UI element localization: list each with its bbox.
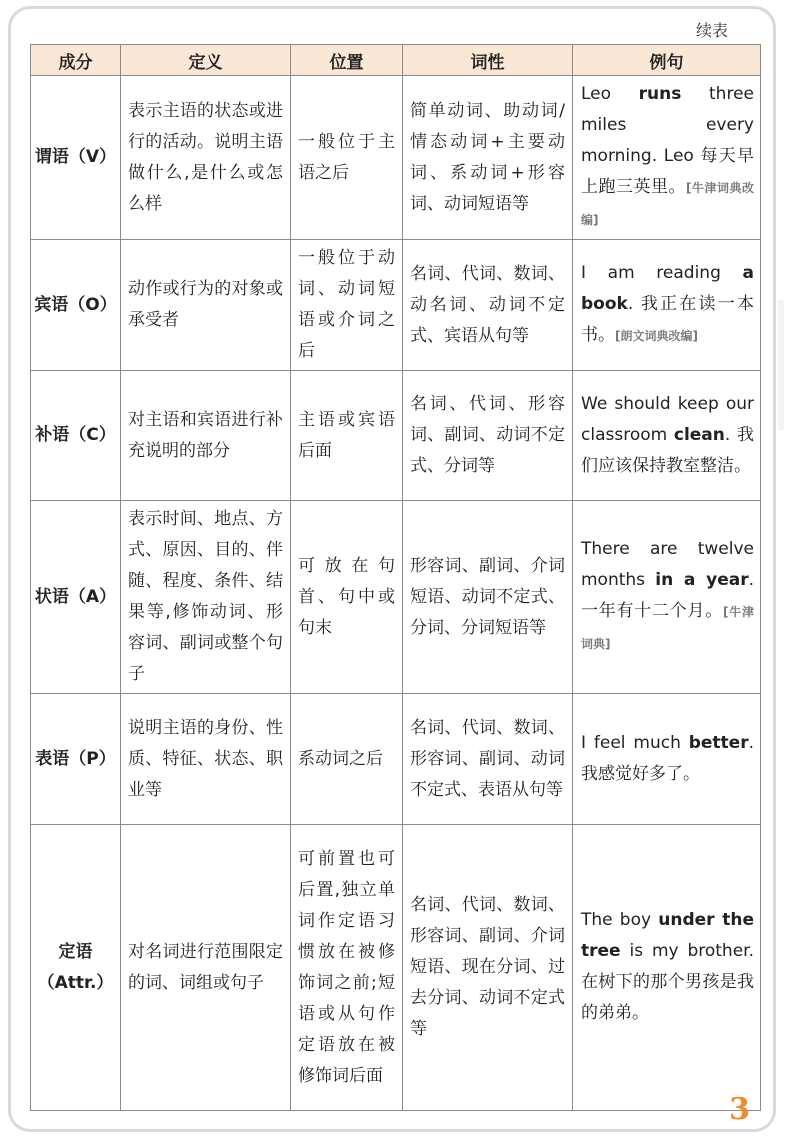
cell-definition: 表示时间、地点、方式、原因、目的、伴随、程度、条件、结果等,修饰动词、形容词、副词或整个句子 (121, 501, 291, 694)
cell-definition: 对主语和宾语进行补充说明的部分 (121, 371, 291, 501)
example-highlight: in a year (655, 570, 749, 590)
example-text: . 一年有十二个月。 (581, 570, 754, 621)
example-text: The boy (581, 910, 659, 930)
example-highlight: under the tree (581, 910, 754, 961)
example-highlight: runs (638, 84, 682, 104)
cell-part-of-speech: 形容词、副词、介词短语、动词不定式、分词、分词短语等 (403, 501, 573, 694)
cell-part-of-speech: 名词、代词、形容词、副词、动词不定式、分词等 (403, 371, 573, 501)
continued-label: 续表 (695, 21, 728, 40)
cell-part-of-speech: 名词、代词、数词、形容词、副词、介词短语、现在分词、过去分词、动词不定式等 (403, 825, 573, 1111)
example-text: . 我们应该保持教室整洁。 (581, 424, 754, 476)
example-source: [朗文词典改编] (615, 329, 698, 343)
cell-definition: 表示主语的状态或进行的活动。说明主语做什么,是什么或怎么样 (121, 76, 291, 240)
cell-component: 定语（Attr.） (31, 825, 121, 1111)
sentence-components-table (30, 44, 761, 1111)
cell-example (573, 501, 761, 694)
cell-example (573, 694, 761, 825)
example-text: is my brother. 在树下的那个男孩是我的弟弟。 (581, 941, 754, 1023)
cell-position: 可前置也可后置,独立单词作定语习惯放在被修饰词之前;短语或从句作定语放在被修饰词后面 (291, 825, 403, 1111)
example-text: I feel much (581, 732, 689, 753)
cell-definition: 动作或行为的对象或承受者 (121, 240, 291, 371)
example-highlight: better (688, 732, 749, 753)
cell-position: 一般位于主语之后 (291, 76, 403, 240)
cell-component: 谓语（V） (31, 76, 121, 240)
header-definition: 定义 (121, 45, 291, 76)
cell-definition: 说明主语的身份、性质、特征、状态、职业等 (121, 694, 291, 825)
cell-position: 主语或宾语后面 (291, 371, 403, 501)
cell-example (573, 76, 761, 240)
header-example: 例句 (573, 45, 761, 76)
cell-component: 状语（A） (31, 501, 121, 694)
table-row (31, 76, 761, 240)
table-header-row (31, 45, 761, 76)
cell-position: 系动词之后 (291, 694, 403, 825)
example-text: There are twelve months (581, 539, 754, 590)
page-edge (778, 300, 784, 430)
example-source: [牛津词典] (581, 605, 754, 651)
cell-example (573, 825, 761, 1111)
cell-component: 宾语（O） (31, 240, 121, 371)
cell-definition: 对名词进行范围限定的词、词组或句子 (121, 825, 291, 1111)
cell-component: 表语（P） (31, 694, 121, 825)
example-highlight: a book (581, 263, 754, 314)
example-text: . 我正在读一本书。 (581, 294, 754, 345)
cell-position: 可放在句首、句中或句末 (291, 501, 403, 694)
cell-component: 补语（C） (31, 371, 121, 501)
table-row (31, 240, 761, 371)
cell-example (573, 371, 761, 501)
page-number: 3 (729, 1092, 750, 1127)
table-row (31, 371, 761, 501)
cell-part-of-speech: 简单动词、助动词/情态动词+主要动词、系动词+形容词、动词短语等 (403, 76, 573, 240)
header-part-of-speech: 词性 (403, 45, 573, 76)
example-highlight: clean (673, 424, 725, 445)
header-component: 成分 (31, 45, 121, 76)
cell-position: 一般位于动词、动词短语或介词之后 (291, 240, 403, 371)
example-text: Leo (581, 84, 639, 104)
cell-part-of-speech: 名词、代词、数词、动名词、动词不定式、宾语从句等 (403, 240, 573, 371)
example-text: three miles every morning. Leo 每天早上跑三英里。 (581, 84, 754, 197)
header-position: 位置 (291, 45, 403, 76)
cell-part-of-speech: 名词、代词、数词、形容词、副词、动词不定式、表语从句等 (403, 694, 573, 825)
table-row (31, 825, 761, 1111)
table-row (31, 694, 761, 825)
table-row (31, 501, 761, 694)
cell-example (573, 240, 761, 371)
example-text: I am reading (581, 263, 743, 283)
example-text: We should keep our classroom (581, 393, 754, 445)
example-source: [牛津词典改编] (581, 181, 754, 227)
example-text: . 我感觉好多了。 (581, 732, 754, 784)
